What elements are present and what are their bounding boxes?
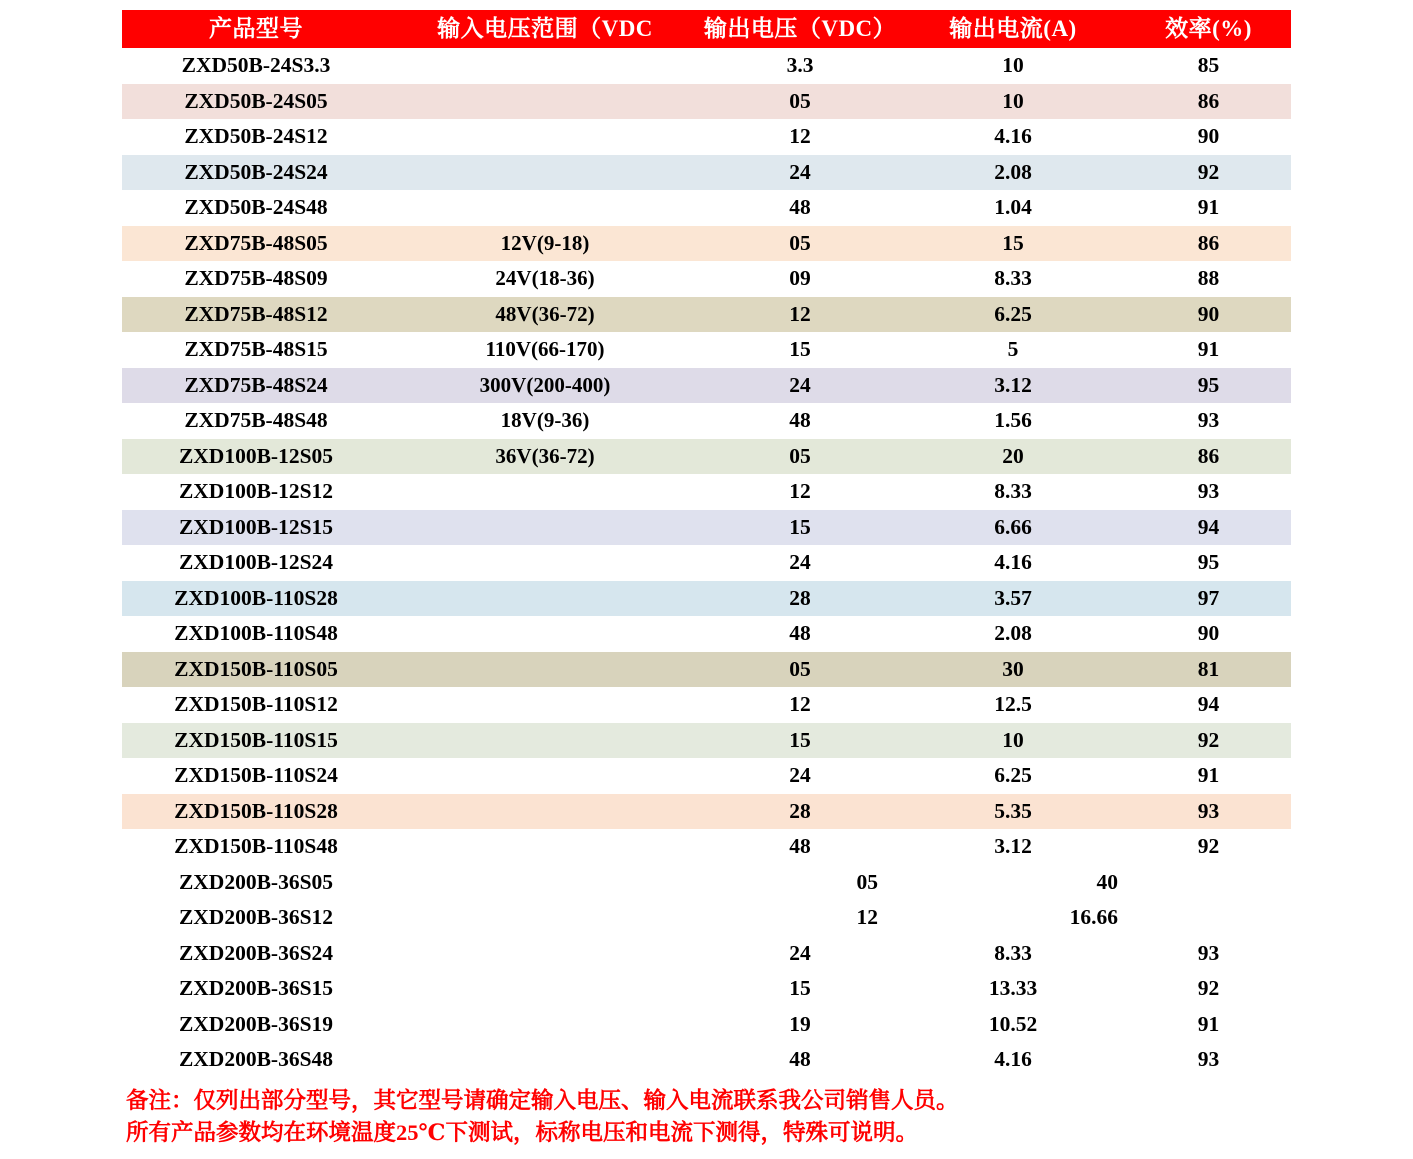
cell-input-voltage-range (390, 1042, 700, 1078)
cell-efficiency (1126, 865, 1291, 901)
table-row (122, 865, 1291, 901)
cell-model: ZXD150B-110S15 (174, 727, 338, 752)
cell-efficiency: 91 (1197, 1011, 1220, 1036)
cell-model: ZXD75B-48S09 (184, 266, 328, 291)
cell-model: ZXD100B-12S24 (178, 550, 334, 575)
cell-input-voltage-range (390, 936, 700, 972)
cell-output-current: 4.16 (994, 124, 1032, 149)
cell-efficiency: 93 (1197, 479, 1220, 504)
cell-input-voltage-range (390, 510, 700, 546)
table-row (122, 403, 1291, 439)
cell-model: ZXD75B-48S05 (184, 230, 328, 255)
cell-input-voltage-range: 36V(36-72) (495, 443, 595, 468)
cell-input-voltage-range (390, 190, 700, 226)
cell-model: ZXD50B-24S24 (184, 159, 328, 184)
cell-output-current: 4.16 (994, 1047, 1032, 1072)
table-row (122, 474, 1291, 510)
cell-input-voltage-range (390, 581, 700, 617)
cell-model: ZXD200B-36S19 (178, 1011, 334, 1036)
cell-efficiency: 86 (1197, 88, 1220, 113)
cell-efficiency: 93 (1197, 798, 1220, 823)
cell-output-current: 3.12 (994, 834, 1032, 859)
cell-output-current: 5.35 (994, 798, 1032, 823)
cell-output-current: 6.25 (994, 763, 1032, 788)
cell-efficiency: 85 (1197, 53, 1220, 78)
cell-model: ZXD150B-110S05 (174, 656, 338, 681)
cell-output-current: 30 (1002, 656, 1024, 681)
cell-output-current: 13.33 (988, 976, 1038, 1001)
cell-output-current: 3.12 (994, 372, 1032, 397)
table-row (122, 545, 1291, 581)
cell-output-voltage: 48 (789, 408, 811, 433)
cell-model: ZXD75B-48S12 (184, 301, 328, 326)
cell-output-voltage: 12 (789, 479, 811, 504)
cell-output-current: 10.52 (988, 1011, 1038, 1036)
table-row (122, 84, 1291, 120)
cell-output-voltage: 15 (789, 514, 811, 539)
cell-input-voltage-range (390, 652, 700, 688)
cell-output-current: 10 (1002, 727, 1024, 752)
cell-model: ZXD150B-110S24 (174, 763, 338, 788)
cell-model: ZXD100B-12S15 (178, 514, 334, 539)
cell-efficiency: 90 (1197, 621, 1220, 646)
table-row (122, 829, 1291, 865)
cell-output-voltage: 05 (856, 869, 878, 894)
cell-model: ZXD200B-36S24 (178, 940, 334, 965)
cell-output-current: 15 (1002, 230, 1024, 255)
cell-efficiency: 92 (1197, 976, 1220, 1001)
cell-output-voltage: 05 (789, 656, 811, 681)
table-row (122, 155, 1291, 191)
cell-model: ZXD50B-24S48 (184, 195, 328, 220)
cell-model: ZXD200B-36S05 (178, 869, 334, 894)
cell-output-voltage: 12 (789, 692, 811, 717)
table-row (122, 190, 1291, 226)
cell-input-voltage-range: 12V(9-18) (500, 230, 590, 255)
header-model: 产品型号 (122, 10, 390, 48)
cell-output-current: 16.66 (1069, 905, 1118, 930)
cell-model: ZXD100B-12S05 (178, 443, 334, 468)
cell-output-current: 6.66 (994, 514, 1032, 539)
cell-output-voltage: 05 (789, 230, 811, 255)
table-row (122, 119, 1291, 155)
cell-efficiency: 86 (1197, 443, 1220, 468)
cell-model: ZXD200B-36S12 (178, 905, 334, 930)
cell-input-voltage-range (390, 865, 700, 901)
cell-input-voltage-range (390, 794, 700, 830)
cell-efficiency: 91 (1197, 337, 1220, 362)
cell-efficiency: 91 (1197, 195, 1220, 220)
table-row (122, 261, 1291, 297)
table-body (122, 48, 1291, 1078)
cell-output-current: 2.08 (994, 621, 1032, 646)
cell-model: ZXD75B-48S15 (184, 337, 328, 362)
table-row (122, 332, 1291, 368)
cell-output-current: 1.04 (994, 195, 1032, 220)
cell-output-current: 40 (1096, 869, 1118, 894)
cell-efficiency: 91 (1197, 763, 1220, 788)
cell-input-voltage-range (390, 1007, 700, 1043)
cell-input-voltage-range (390, 900, 700, 936)
cell-output-voltage: 28 (789, 798, 811, 823)
cell-efficiency: 81 (1197, 656, 1220, 681)
header-row (122, 10, 1291, 48)
cell-input-voltage-range (390, 687, 700, 723)
cell-output-voltage: 48 (789, 621, 811, 646)
notes-block (122, 1085, 1291, 1149)
table-row (122, 758, 1291, 794)
table-row (122, 971, 1291, 1007)
cell-input-voltage-range: 18V(9-36) (500, 408, 590, 433)
cell-efficiency: 90 (1197, 124, 1220, 149)
cell-efficiency: 92 (1197, 727, 1220, 752)
cell-efficiency (1126, 900, 1291, 936)
cell-input-voltage-range (390, 545, 700, 581)
cell-model: ZXD50B-24S05 (184, 88, 328, 113)
table-row (122, 900, 1291, 936)
cell-model: ZXD75B-48S48 (184, 408, 328, 433)
cell-efficiency: 88 (1197, 266, 1220, 291)
cell-output-current: 4.16 (994, 550, 1032, 575)
table-row (122, 1007, 1291, 1043)
table-row (122, 936, 1291, 972)
table-row (122, 616, 1291, 652)
cell-output-voltage: 09 (789, 266, 811, 291)
cell-efficiency: 93 (1197, 408, 1220, 433)
cell-output-voltage: 12 (789, 301, 811, 326)
cell-input-voltage-range (390, 829, 700, 865)
cell-input-voltage-range (390, 84, 700, 120)
cell-input-voltage-range (390, 155, 700, 191)
cell-model: ZXD200B-36S48 (178, 1047, 334, 1072)
header-input-voltage-range: 输入电压范围（VDC (390, 10, 700, 48)
cell-model: ZXD50B-24S12 (184, 124, 328, 149)
cell-output-current: 6.25 (994, 301, 1032, 326)
cell-output-current: 2.08 (994, 159, 1032, 184)
note-line-1: 备注：仅列出部分型号，其它型号请确定输入电压、输入电流联系我公司销售人员。 (126, 1087, 959, 1113)
cell-model: ZXD100B-110S48 (174, 621, 338, 646)
cell-model: ZXD50B-24S3.3 (181, 53, 331, 78)
cell-output-voltage: 24 (789, 763, 811, 788)
cell-model: ZXD150B-110S28 (174, 798, 338, 823)
cell-output-current: 8.33 (994, 266, 1032, 291)
table-row (122, 1042, 1291, 1078)
cell-input-voltage-range (390, 758, 700, 794)
header-output-current: 输出电流(A) (900, 10, 1126, 48)
cell-input-voltage-range (390, 971, 700, 1007)
cell-output-voltage: 15 (789, 727, 811, 752)
table-row (122, 439, 1291, 475)
cell-efficiency: 93 (1197, 940, 1220, 965)
cell-model: ZXD150B-110S12 (174, 692, 338, 717)
cell-input-voltage-range (390, 616, 700, 652)
table-row (122, 510, 1291, 546)
cell-input-voltage-range: 300V(200-400) (479, 372, 611, 397)
cell-output-voltage: 19 (789, 1011, 811, 1036)
cell-output-current: 1.56 (994, 408, 1032, 433)
cell-input-voltage-range: 110V(66-170) (485, 337, 605, 362)
cell-output-current: 10 (1002, 53, 1024, 78)
cell-model: ZXD100B-110S28 (174, 585, 338, 610)
cell-efficiency: 95 (1197, 372, 1220, 397)
cell-output-voltage: 15 (789, 976, 811, 1001)
table-header (122, 10, 1291, 48)
table-row (122, 368, 1291, 404)
cell-model: ZXD150B-110S48 (174, 834, 338, 859)
cell-input-voltage-range: 24V(18-36) (495, 266, 595, 291)
cell-output-voltage: 24 (789, 550, 811, 575)
cell-output-current: 8.33 (994, 479, 1032, 504)
cell-output-voltage: 48 (789, 1047, 811, 1072)
cell-model: ZXD200B-36S15 (178, 976, 334, 1001)
table-row (122, 652, 1291, 688)
table-row (122, 581, 1291, 617)
cell-output-voltage: 12 (856, 905, 878, 930)
cell-output-current: 8.33 (994, 940, 1032, 965)
cell-efficiency: 95 (1197, 550, 1220, 575)
table-row (122, 48, 1291, 84)
cell-efficiency: 92 (1197, 159, 1220, 184)
cell-efficiency: 86 (1197, 230, 1220, 255)
header-output-voltage: 输出电压（VDC） (700, 10, 900, 48)
cell-input-voltage-range (390, 48, 700, 84)
cell-efficiency: 93 (1197, 1047, 1220, 1072)
cell-output-voltage: 05 (789, 88, 811, 113)
cell-efficiency: 94 (1197, 514, 1220, 539)
cell-input-voltage-range (390, 119, 700, 155)
cell-output-voltage: 28 (789, 585, 811, 610)
cell-output-voltage: 48 (789, 195, 811, 220)
table-row (122, 226, 1291, 262)
cell-output-voltage: 3.3 (786, 53, 814, 78)
cell-output-voltage: 12 (789, 124, 811, 149)
table-row (122, 794, 1291, 830)
cell-input-voltage-range: 48V(36-72) (495, 301, 595, 326)
cell-output-current: 12.5 (994, 692, 1032, 717)
cell-output-current: 10 (1002, 88, 1024, 113)
table-row (122, 297, 1291, 333)
note-line-2: 所有产品参数均在环境温度25℃下测试，标称电压和电流下测得，特殊可说明。 (126, 1119, 918, 1145)
table-row (122, 687, 1291, 723)
cell-output-voltage: 05 (789, 443, 811, 468)
cell-input-voltage-range (390, 723, 700, 759)
table-row (122, 723, 1291, 759)
cell-output-current: 3.57 (994, 585, 1032, 610)
cell-output-current: 5 (1007, 337, 1019, 362)
cell-efficiency: 90 (1197, 301, 1220, 326)
cell-model: ZXD100B-12S12 (178, 479, 334, 504)
cell-output-voltage: 15 (789, 337, 811, 362)
cell-output-current: 20 (1002, 443, 1024, 468)
cell-efficiency: 97 (1197, 585, 1220, 610)
cell-output-voltage: 24 (789, 372, 811, 397)
cell-input-voltage-range (390, 474, 700, 510)
cell-output-voltage: 48 (789, 834, 811, 859)
specification-table (122, 10, 1291, 1078)
cell-efficiency: 94 (1197, 692, 1220, 717)
header-efficiency: 效率(%) (1126, 10, 1291, 48)
cell-efficiency: 92 (1197, 834, 1220, 859)
cell-output-voltage: 24 (789, 159, 811, 184)
cell-model: ZXD75B-48S24 (184, 372, 328, 397)
cell-output-voltage: 24 (789, 940, 811, 965)
